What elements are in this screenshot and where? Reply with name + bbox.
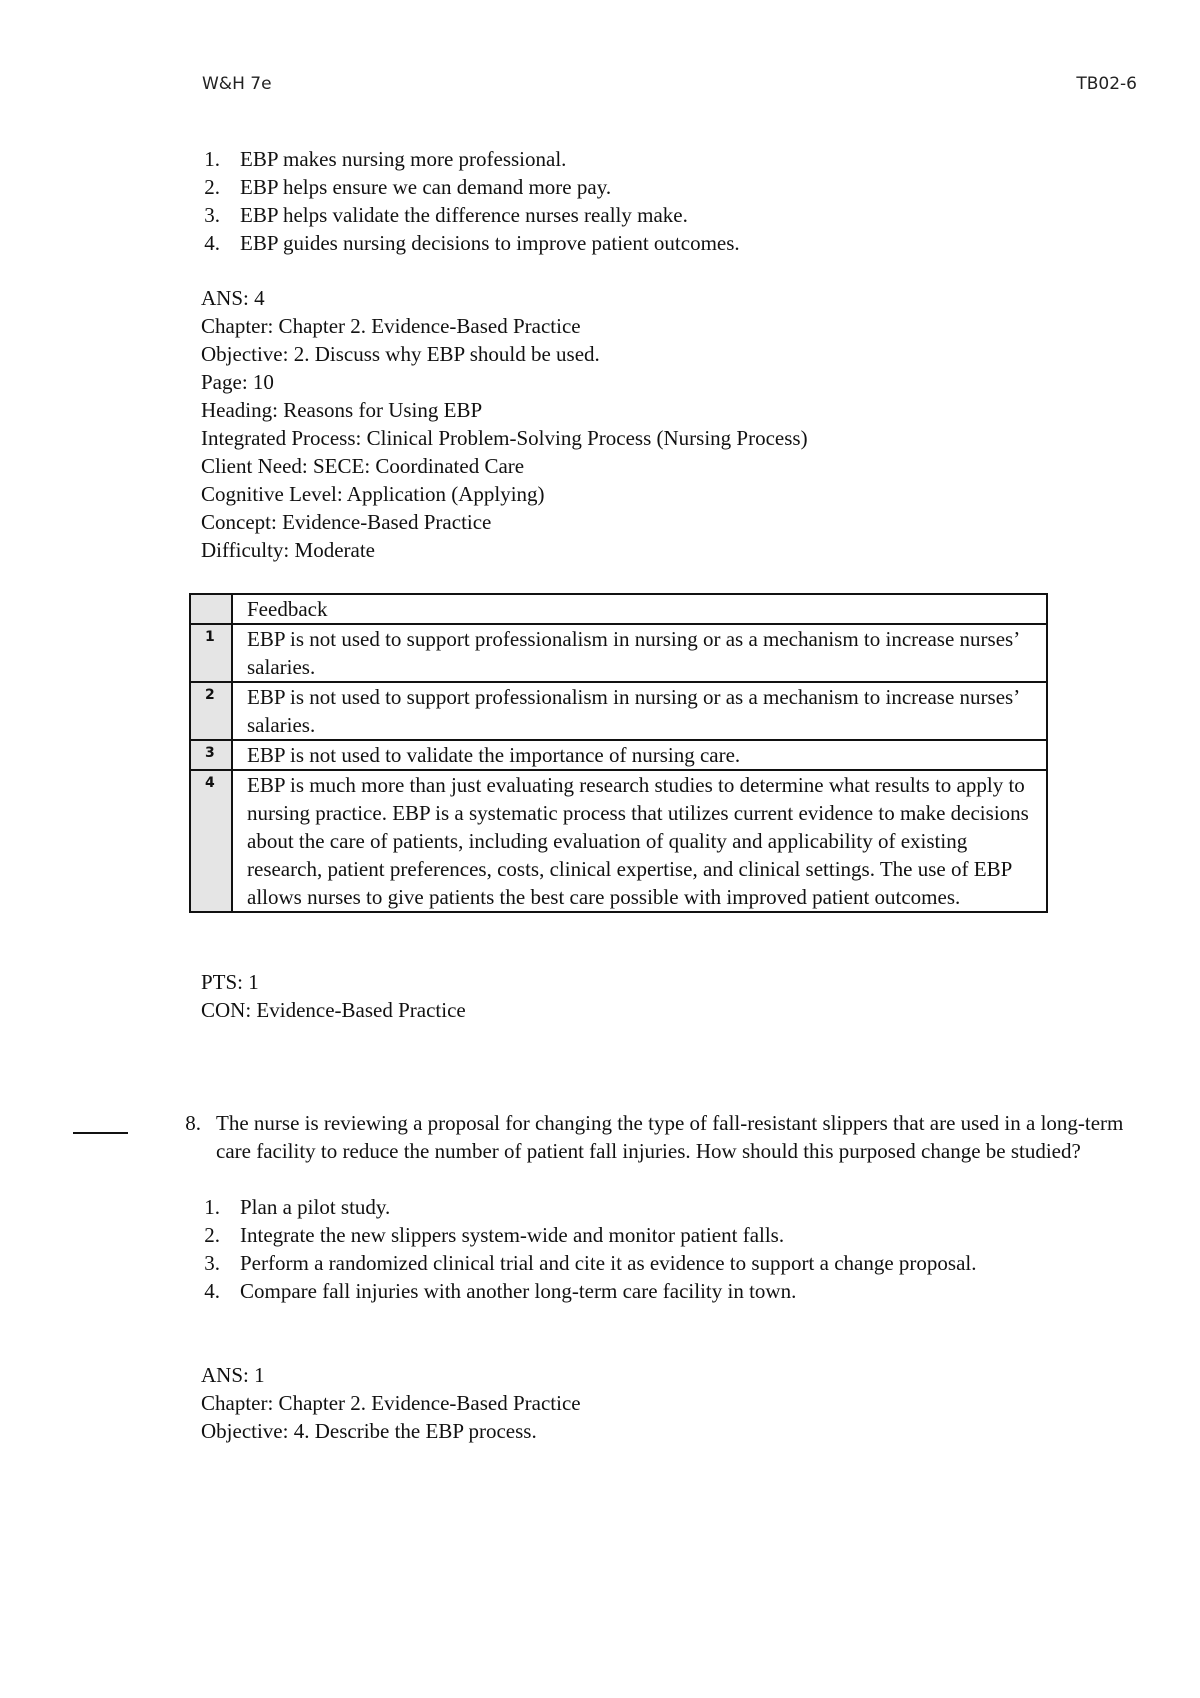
option-item: 3. Perform a randomized clinical trial and cite it as evidence to support a change proposal. bbox=[204, 1251, 977, 1275]
option-item: 4. Compare fall injuries with another long-term care facility in town. bbox=[204, 1279, 797, 1303]
feedback-text: EBP is much more than just evaluating research studies to determine what results to apply to nursing practice. EBP is a systematic process that utilizes current evidence to make decisions about the care of patients, including evaluation of quality and applicability of existing research, patient preferences, costs, clinical expertise, and clinical settings. The use of EBP allows nurses to give patients the best care possible with improved patient outcomes. bbox=[232, 770, 1047, 912]
chapter-line: Chapter: Chapter 2. Evidence-Based Practice bbox=[201, 1391, 581, 1415]
table-header-row bbox=[190, 594, 1047, 624]
table-row bbox=[190, 624, 1047, 682]
option-item: 4. EBP guides nursing decisions to improve patient outcomes. bbox=[204, 231, 740, 255]
table-row bbox=[190, 682, 1047, 740]
objective-line: Objective: 2. Discuss why EBP should be used. bbox=[201, 342, 600, 366]
feedback-text: EBP is not used to validate the importance of nursing care. bbox=[232, 740, 1047, 770]
answer-line: ANS: 1 bbox=[201, 1363, 265, 1387]
header-right: TB02-6 bbox=[1076, 74, 1137, 94]
table-row bbox=[190, 740, 1047, 770]
table-row bbox=[190, 770, 1047, 912]
page-line: Page: 10 bbox=[201, 370, 274, 394]
table-header-blank bbox=[190, 594, 232, 624]
question-8 bbox=[150, 1109, 1160, 1165]
question-stem: The nurse is reviewing a proposal for changing the type of fall-resistant slippers that are used in a long-term care facility to reduce the number of patient fall injuries. How should this purposed change be studied? bbox=[216, 1111, 1124, 1163]
header-left: W&H 7e bbox=[202, 74, 272, 94]
option-item: 1. EBP makes nursing more professional. bbox=[204, 147, 567, 171]
heading-line: Heading: Reasons for Using EBP bbox=[201, 398, 483, 422]
feedback-header: Feedback bbox=[232, 594, 1047, 624]
option-item: 2. EBP helps ensure we can demand more pay. bbox=[204, 175, 612, 199]
prev-question-meta bbox=[201, 284, 1101, 564]
client-need-line: Client Need: SECE: Coordinated Care bbox=[201, 454, 525, 478]
option-item: 3. EBP helps validate the difference nurses really make. bbox=[204, 203, 688, 227]
feedback-index: 2 bbox=[190, 682, 232, 740]
feedback-index: 1 bbox=[190, 624, 232, 682]
cognitive-level-line: Cognitive Level: Application (Applying) bbox=[201, 482, 545, 506]
prev-question-options bbox=[180, 145, 1080, 257]
concept-line: Concept: Evidence-Based Practice bbox=[201, 510, 492, 534]
question-8-options bbox=[180, 1193, 1080, 1305]
points-line: PTS: 1 bbox=[201, 970, 259, 994]
question-8-meta bbox=[201, 1361, 1101, 1445]
question-number: 8. bbox=[185, 1111, 201, 1135]
chapter-line: Chapter: Chapter 2. Evidence-Based Practice bbox=[201, 314, 581, 338]
prev-question-points bbox=[201, 968, 1101, 1024]
objective-line: Objective: 4. Describe the EBP process. bbox=[201, 1419, 537, 1443]
option-item: 1. Plan a pilot study. bbox=[204, 1195, 391, 1219]
feedback-table bbox=[189, 593, 1048, 913]
answer-line: ANS: 4 bbox=[201, 286, 265, 310]
answer-blank-line[interactable] bbox=[73, 1132, 128, 1134]
difficulty-line: Difficulty: Moderate bbox=[201, 538, 375, 562]
feedback-index: 4 bbox=[190, 770, 232, 912]
feedback-text: EBP is not used to support professionalism in nursing or as a mechanism to increase nurses’ salaries. bbox=[232, 624, 1047, 682]
feedback-text: EBP is not used to support professionalism in nursing or as a mechanism to increase nurses’ salaries. bbox=[232, 682, 1047, 740]
concept-code-line: CON: Evidence-Based Practice bbox=[201, 998, 466, 1022]
option-item: 2. Integrate the new slippers system-wide and monitor patient falls. bbox=[204, 1223, 785, 1247]
integrated-process-line: Integrated Process: Clinical Problem-Solving Process (Nursing Process) bbox=[201, 426, 808, 450]
feedback-index: 3 bbox=[190, 740, 232, 770]
